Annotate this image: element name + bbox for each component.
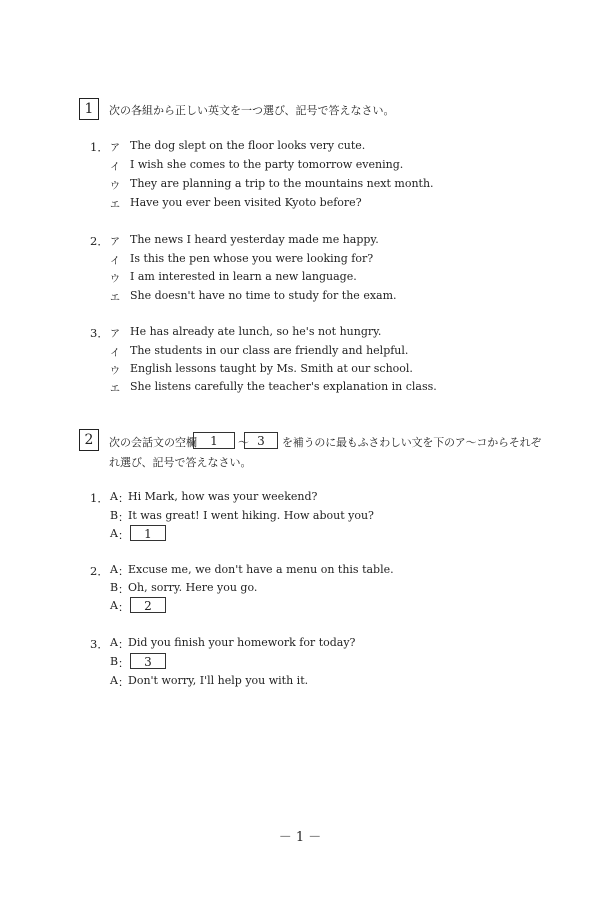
dialogue-3-line-1-speaker: A <box>110 636 118 649</box>
q1-option-a-text: The dog slept on the floor looks very cute. <box>130 139 366 152</box>
q1-option-d-text: Have you ever been visited Kyoto before? <box>130 196 362 209</box>
instruction-blank-1 <box>193 432 235 449</box>
q3-option-b-mark: イ <box>110 348 120 359</box>
q1-option-c-text: They are planning a trip to the mountains next month. <box>130 177 434 190</box>
q2-option-a-text: The news I heard yesterday made me happy. <box>130 233 379 246</box>
q2-option-d-mark: エ <box>110 293 120 304</box>
dialogue-1-answer-blank <box>130 525 166 541</box>
q2-number: 2． <box>90 234 109 248</box>
instruction-tilde: ～ <box>238 436 249 449</box>
q1-option-d-mark: エ <box>110 200 120 211</box>
dialogue-3-line-3-sep: ： <box>118 676 129 689</box>
page-number: － 1 － <box>278 830 322 845</box>
dialogue-1-answer-blank-label: 1 <box>144 527 152 541</box>
section-1-number-box <box>79 98 99 120</box>
q2-option-a-mark: ア <box>110 237 120 248</box>
dialogue-2-line-1-speaker: A <box>110 563 118 576</box>
dialogue-3-line-3-text: Don't worry, I'll help you with it. <box>128 674 309 687</box>
dialogue-3-number: 3． <box>90 637 109 651</box>
dialogue-2-line-2-sep: ： <box>118 583 129 596</box>
dialogue-1-line-2-speaker: B <box>110 509 119 522</box>
dialogue-1-number: 1． <box>90 491 109 505</box>
instruction-blank-3-label: 3 <box>257 434 265 448</box>
q2-option-b-text: Is this the pen whose you were looking for? <box>130 252 374 265</box>
dialogue-1-line-3-sep: ： <box>118 529 129 542</box>
dialogue-1-line-1-speaker: A <box>110 490 118 503</box>
q2-option-d-text: She doesn't have no time to study for the exam. <box>130 289 397 302</box>
q1-option-b-text: I wish she comes to the party tomorrow evening. <box>130 158 404 171</box>
dialogue-1-line-2-sep: ： <box>118 511 129 524</box>
q2-option-b-mark: イ <box>110 256 120 267</box>
q3-option-d-mark: エ <box>110 384 120 395</box>
q3-option-c-mark: ウ <box>110 366 120 377</box>
dialogue-2-number: 2． <box>90 564 109 578</box>
dialogue-3-line-3-speaker: A <box>110 674 118 687</box>
q1-option-b-mark: イ <box>110 162 120 173</box>
dialogue-2-line-2-text: Oh, sorry. Here you go. <box>128 581 258 594</box>
dialogue-2-line-2-speaker: B <box>110 581 119 594</box>
dialogue-3-answer-blank <box>130 653 166 669</box>
instruction-blank-1-label: 1 <box>210 434 218 448</box>
dialogue-3-answer-blank-label: 3 <box>144 655 152 669</box>
section-2-instruction-part1: 次の会話文の空欄 <box>109 436 197 449</box>
q3-option-c-text: English lessons taught by Ms. Smith at our school. <box>130 362 413 375</box>
q2-option-c-mark: ウ <box>110 274 120 285</box>
dialogue-2-answer-blank-label: 2 <box>144 599 152 613</box>
dialogue-3-line-2-speaker: B <box>110 655 119 668</box>
section-2-instruction-part2: を補うのに最もふさわしい文を下のア～コからそれぞ <box>282 436 542 449</box>
section-2-instruction-line2: れ選び、記号で答えなさい。 <box>109 456 252 469</box>
q3-number: 3． <box>90 326 109 340</box>
q3-option-a-text: He has already ate lunch, so he's not hungry. <box>130 325 382 338</box>
q3-option-b-text: The students in our class are friendly and helpful. <box>130 344 409 357</box>
dialogue-2-line-3-speaker: A <box>110 599 118 612</box>
q1-number: 1． <box>90 140 109 154</box>
dialogue-2-answer-blank <box>130 597 166 613</box>
dialogue-1-line-1-sep: ： <box>118 492 129 505</box>
dialogue-1-line-3-speaker: A <box>110 527 118 540</box>
dialogue-3-line-2-sep: ： <box>118 657 129 670</box>
section-1-instruction: 次の各組から正しい英文を一つ選び、記号で答えなさい。 <box>109 104 395 117</box>
q3-option-a-mark: ア <box>110 329 120 340</box>
dialogue-3-line-1-sep: ： <box>118 638 129 651</box>
dialogue-2-line-1-sep: ： <box>118 565 129 578</box>
q3-option-d-text: She listens carefully the teacher's explanation in class. <box>130 380 437 393</box>
dialogue-3-line-1-text: Did you finish your homework for today? <box>128 636 356 649</box>
dialogue-1-line-2-text: It was great! I went hiking. How about you? <box>128 509 374 522</box>
section-2-number-box <box>79 429 99 451</box>
instruction-blank-3 <box>244 432 278 449</box>
q2-option-c-text: I am interested in learn a new language. <box>130 270 357 283</box>
dialogue-1-line-1-text: Hi Mark, how was your weekend? <box>128 490 318 503</box>
q1-option-c-mark: ウ <box>110 181 120 192</box>
section-1-number: 1 <box>84 101 94 117</box>
q1-option-a-mark: ア <box>110 143 120 154</box>
section-2-number: 2 <box>84 432 94 448</box>
dialogue-2-line-3-sep: ： <box>118 601 129 614</box>
dialogue-2-line-1-text: Excuse me, we don't have a menu on this table. <box>128 563 394 576</box>
